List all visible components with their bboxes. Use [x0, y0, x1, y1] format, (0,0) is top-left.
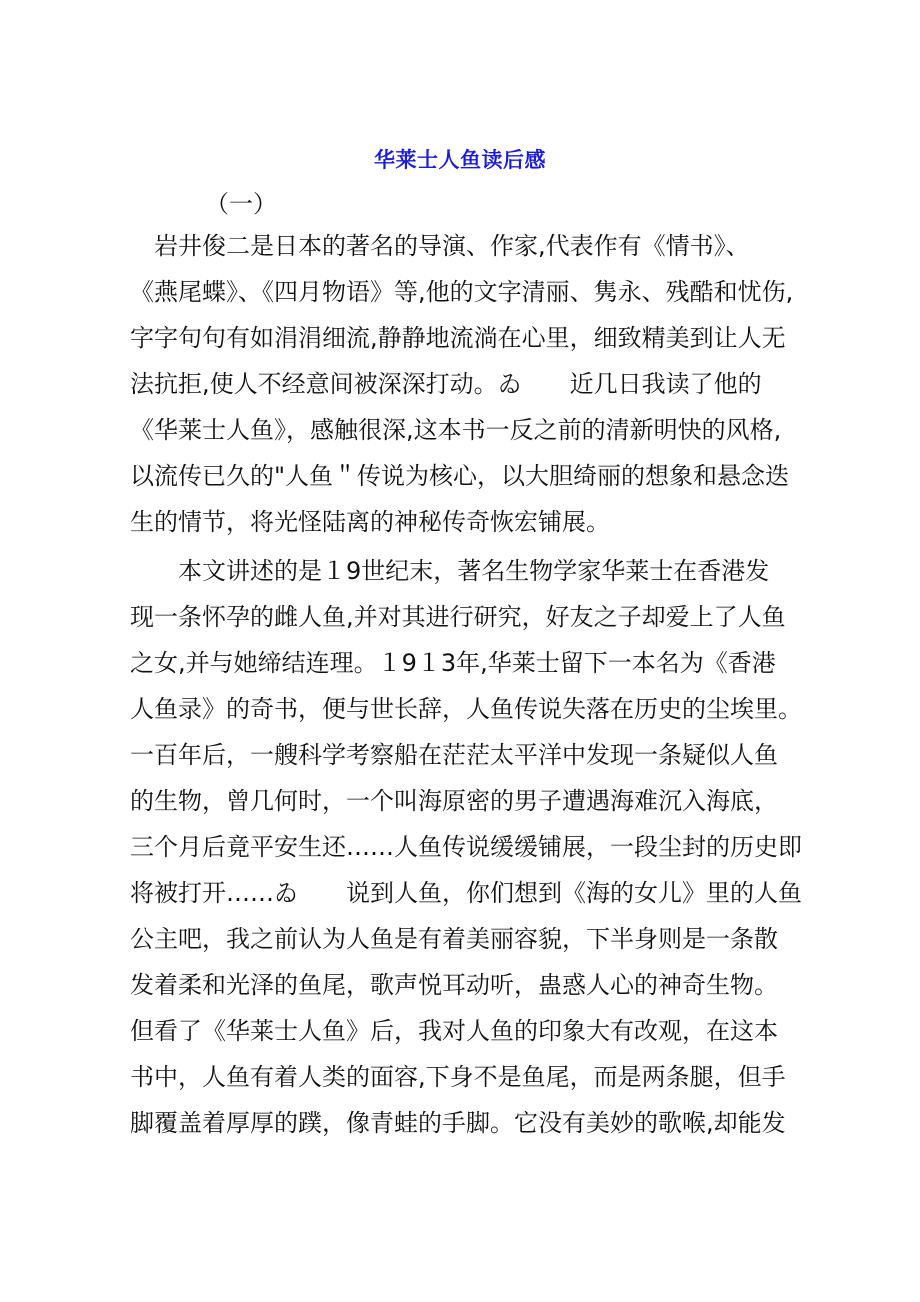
text-line: 书中，人鱼有着人类的面容,下身不是鱼尾，而是两条腿，但手 [130, 1063, 786, 1091]
text-line: 岩井俊二是日本的著名的导演、作家,代表作有《情书》、 [130, 232, 750, 260]
text-line: 一百年后，一艘科学考察船在茫茫太平洋中发现一条疑似人鱼 [130, 741, 778, 769]
text-line: 之女,并与她缔结连理。１9１3年,华莱士留下一本名为《香港 [130, 649, 776, 677]
text-line: 以流传已久的"人鱼＂传说为核心，以大胆绮丽的想象和悬念迭 [130, 462, 790, 490]
text-line: 法抗拒,使人不经意间被深深打动。ゐ 近几日我读了他的 [130, 370, 762, 398]
text-line: 三个月后竟平安生还……人鱼传说缓缓铺展，一段尘封的历史即 [130, 833, 802, 861]
text-line: 的生物，曾几何时，一个叫海原密的男子遭遇海难沉入海底， [130, 787, 778, 815]
text-line: 公主吧，我之前认为人鱼是有着美丽容貌，下半身则是一条散 [130, 925, 778, 953]
text-line: 生的情节，将光怪陆离的神秘传奇恢宏铺展。 [130, 508, 610, 536]
text-line: 脚覆盖着厚厚的蹼，像青蛙的手脚。它没有美妙的歌喉,却能发 [130, 1109, 786, 1137]
document-title: 华莱士人鱼读后感 [374, 148, 546, 172]
text-line: 字字句句有如涓涓细流,静静地流淌在心里，细致精美到让人无 [130, 324, 786, 352]
text-line: 发着柔和光泽的鱼尾，歌声悦耳动听，蛊惑人心的神奇生物。 [130, 971, 778, 999]
text-line: 本文讲述的是１9世纪末，著名生物学家华莱士在香港发 [130, 557, 770, 585]
section-heading: （一） [205, 190, 277, 218]
text-line: 《燕尾蝶》、《四月物语》等,他的文字清丽、隽永、残酷和忧伤, [130, 278, 794, 306]
text-line: 人鱼录》的奇书，便与世长辞，人鱼传说失落在历史的尘埃里。 [130, 695, 802, 723]
text-line: 现一条怀孕的雌人鱼,并对其进行研究，好友之子却爱上了人鱼 [130, 603, 786, 631]
text-line: 但看了《华莱士人鱼》后，我对人鱼的印象大有改观，在这本 [130, 1017, 778, 1045]
text-line: 将被打开……ゐ 说到人鱼，你们想到《海的女儿》里的人鱼 [130, 879, 802, 907]
text-line: 《华莱士人鱼》，感触很深,这本书一反之前的清新明快的风格, [130, 416, 782, 444]
